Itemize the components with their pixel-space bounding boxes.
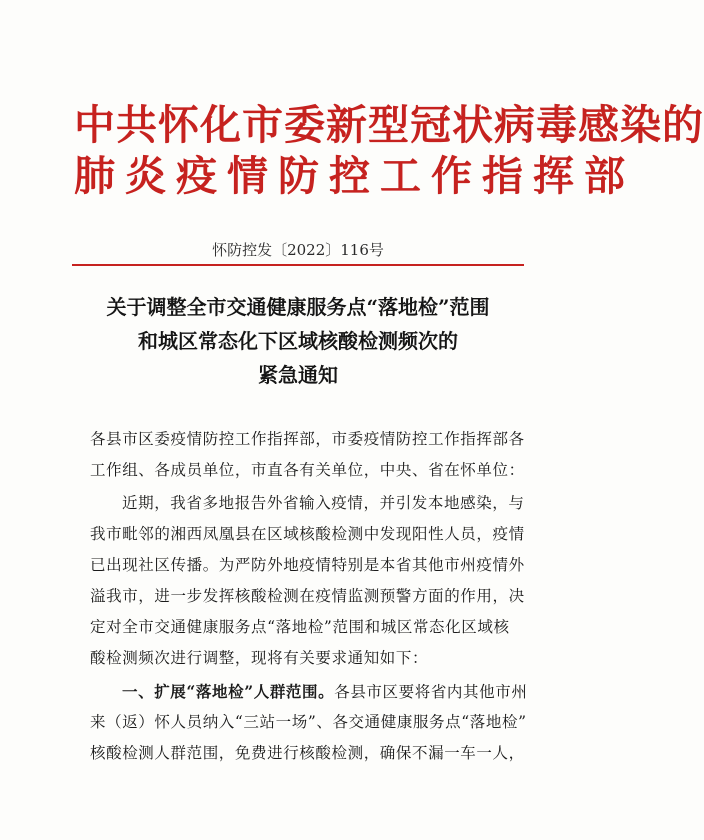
paragraph-line: 已出现社区传播。为严防外地疫情特别是本省其他市州疫情外 (90, 556, 525, 574)
red-separator-line (72, 264, 524, 266)
paragraph-line: 核酸检测人群范围，免费进行核酸检测，确保不漏一车一人， (90, 744, 525, 762)
document-number: 怀防控发〔2022〕116号 (212, 241, 384, 259)
notice-title-line1: 关于调整全市交通健康服务点“落地检”范围 (106, 295, 490, 319)
paragraph-line: 我市毗邻的湘西凤凰县在区域核酸检测中发现阳性人员，疫情 (90, 525, 525, 543)
agency-name-line1: 中共怀化市委新型冠状病毒感染的 (74, 101, 704, 149)
paragraph-line: 溢我市，进一步发挥核酸检测在疫情监测预警方面的作用，决 (90, 587, 525, 605)
paragraph-line: 定对全市交通健康服务点“落地检”范围和城区常态化区域核 (90, 618, 510, 636)
paragraph-line: 近期，我省多地报告外省输入疫情，并引发本地感染，与 (122, 494, 525, 512)
agency-name-line2: 肺炎疫情防控工作指挥部 (74, 152, 635, 200)
address-line1: 各县市区委疫情防控工作指挥部，市委疫情防控工作指挥部各 (90, 430, 525, 448)
notice-title-line3: 紧急通知 (258, 363, 338, 387)
address-line2: 工作组、各成员单位，市直各有关单位，中央、省在怀单位： (90, 461, 525, 479)
section1-text: 各县市区要将省内其他市州 (334, 683, 528, 701)
paragraph-line: 来（返）怀人员纳入“三站一场”、各交通健康服务点“落地检” (90, 713, 527, 731)
paragraph-line: 酸检测频次进行调整，现将有关要求通知如下： (90, 649, 429, 667)
section1-line1 (122, 676, 528, 708)
section1-heading: 一、扩展“落地检”人群范围。 (122, 682, 335, 701)
notice-title-line2: 和城区常态化下区域核酸检测频次的 (138, 329, 458, 353)
